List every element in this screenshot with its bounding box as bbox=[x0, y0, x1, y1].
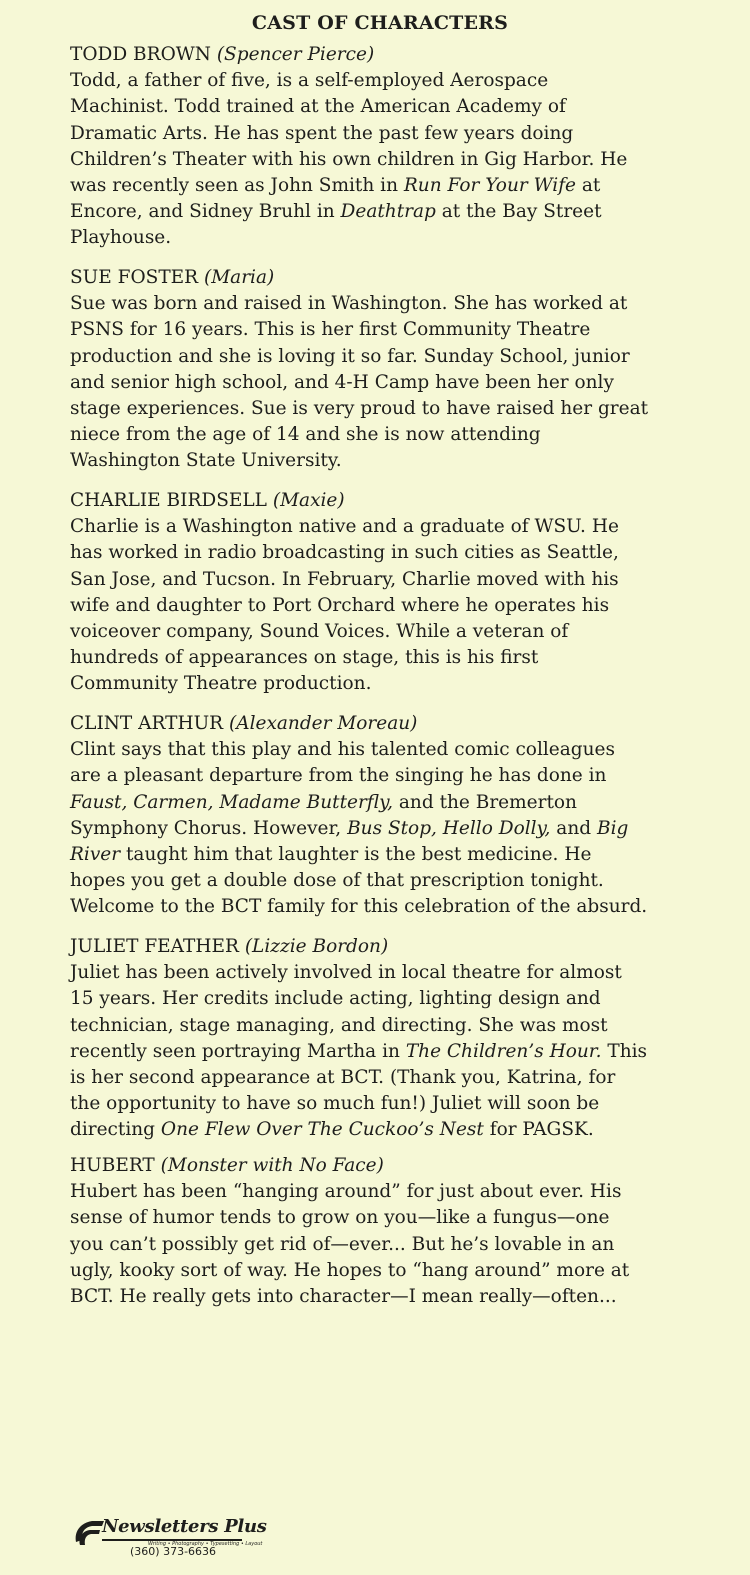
footer-logo bbox=[72, 1516, 267, 1560]
cast-heading bbox=[70, 488, 700, 514]
bio-text: was recently seen as John Smith in bbox=[70, 175, 404, 197]
bio-text: This bbox=[601, 1040, 648, 1062]
actor-name: SUE FOSTER bbox=[70, 267, 199, 288]
bio-text: Welcome to the BCT family for this celebration of the absurd. bbox=[70, 896, 648, 918]
bio-line bbox=[70, 422, 700, 448]
bio-text: Juliet has been actively involved in local theatre for almost bbox=[70, 962, 622, 984]
bio-text: for PAGSK. bbox=[483, 1119, 594, 1141]
bio-text: Playhouse. bbox=[70, 227, 172, 249]
bio-text: PSNS for 16 years. This is her first Community Theatre bbox=[70, 319, 591, 341]
bio-line bbox=[70, 448, 700, 474]
bio-text: has worked in radio broadcasting in such cities as Seattle, bbox=[70, 542, 619, 564]
bio-line bbox=[70, 1258, 700, 1284]
bio-text: production and she is loving it so far. Sunday School, junior bbox=[70, 345, 630, 367]
bio-text: Hubert has been “hanging around” for just about ever. His bbox=[70, 1181, 622, 1203]
bio-line bbox=[70, 1039, 700, 1065]
actor-name: TODD BROWN bbox=[70, 44, 211, 65]
bio-text: ugly, kooky sort of way. He hopes to “hang around” more at bbox=[70, 1259, 630, 1281]
bio-text: directing bbox=[70, 1119, 161, 1141]
bio-text: niece from the age of 14 and she is now attending bbox=[70, 424, 541, 446]
bio-text: and the Bremerton bbox=[393, 791, 577, 813]
title-reference: Faust, Carmen, Madame Butterfly, bbox=[70, 791, 394, 813]
bio-text: Machinist. Todd trained at the American Academy of bbox=[70, 96, 566, 118]
bio-line bbox=[70, 1117, 700, 1143]
bio-line bbox=[70, 1232, 700, 1258]
character-role: (Alexander Moreau) bbox=[229, 713, 418, 734]
bio-line bbox=[70, 173, 700, 199]
bio-line bbox=[70, 960, 700, 986]
footer-phone: (360) 373-6636 bbox=[130, 1545, 217, 1558]
cast-entry bbox=[70, 265, 700, 475]
bio-line bbox=[70, 1284, 700, 1310]
cast-entry bbox=[70, 711, 700, 921]
bio-text: Clint says that this play and his talented comic colleagues bbox=[70, 739, 615, 761]
bio-text: Symphony Chorus. However, bbox=[70, 817, 348, 839]
bio-line bbox=[70, 199, 700, 225]
bio-text: technician, stage managing, and directing. She was most bbox=[70, 1014, 608, 1036]
bio-line bbox=[70, 317, 700, 343]
bio-text: are a pleasant departure from the singing he has done in bbox=[70, 765, 607, 787]
cast-heading bbox=[70, 934, 700, 960]
footer-tagline: Writing • Photography • Typesetting • Layout bbox=[148, 1541, 263, 1547]
bio-line bbox=[70, 396, 700, 422]
cast-heading bbox=[70, 711, 700, 737]
cast-entry bbox=[70, 934, 700, 1144]
bio-text: Charlie is a Washington native and a graduate of WSU. He bbox=[70, 516, 619, 538]
newsletters-plus-logo-icon bbox=[72, 1518, 106, 1548]
bio-text: hundreds of appearances on stage, this is his first bbox=[70, 647, 539, 669]
bio-line bbox=[70, 868, 700, 894]
cast-heading bbox=[70, 1153, 700, 1179]
bio-line bbox=[70, 94, 700, 120]
bio-text: Children’s Theater with his own children in Gig Harbor. He bbox=[70, 148, 628, 170]
actor-name: CHARLIE BIRDSELL bbox=[70, 490, 267, 511]
bio-text: at the Bay Street bbox=[435, 201, 602, 223]
cast-entry bbox=[70, 42, 700, 252]
bio-line bbox=[70, 68, 700, 94]
character-role: (Monster with No Face) bbox=[160, 1155, 384, 1176]
bio-line bbox=[70, 986, 700, 1012]
bio-text: San Jose, and Tucson. In February, Charlie moved with his bbox=[70, 568, 619, 590]
title-reference: Big bbox=[596, 817, 629, 839]
page-title: CAST OF CHARACTERS bbox=[251, 12, 509, 34]
bio-text: Encore, and Sidney Bruhl in bbox=[70, 201, 341, 223]
bio-text: Community Theatre production. bbox=[70, 673, 372, 695]
cast-heading bbox=[70, 265, 700, 291]
title-reference: The Children’s Hour. bbox=[405, 1040, 602, 1062]
actor-name: HUBERT bbox=[70, 1155, 155, 1176]
bio-text: taught him that laughter is the best medicine. He bbox=[120, 844, 592, 866]
bio-text: and bbox=[550, 817, 597, 839]
bio-line bbox=[70, 737, 700, 763]
actor-name: JULIET FEATHER bbox=[70, 936, 239, 957]
bio-line bbox=[70, 1013, 700, 1039]
bio-text: wife and daughter to Port Orchard where he operates his bbox=[70, 594, 610, 616]
bio-line bbox=[70, 1091, 700, 1117]
title-reference: River bbox=[70, 844, 121, 866]
bio-text: Todd, a father of five, is a self-employed Aerospace bbox=[70, 70, 549, 92]
bio-text: sense of humor tends to grow on you—like a fungus—one bbox=[70, 1207, 610, 1229]
footer-brand-name: Newsletters Plus bbox=[102, 1516, 267, 1537]
character-role: (Maria) bbox=[204, 267, 275, 288]
cast-entry bbox=[70, 488, 700, 698]
bio-line bbox=[70, 1179, 700, 1205]
title-reference: Bus Stop, Hello Dolly, bbox=[347, 817, 551, 839]
bio-line bbox=[70, 225, 700, 251]
bio-line bbox=[70, 514, 700, 540]
bio-text: you can’t possibly get rid of—ever... But he’s lovable in an bbox=[70, 1233, 615, 1255]
title-reference: One Flew Over The Cuckoo’s Nest bbox=[160, 1119, 484, 1141]
bio-line bbox=[70, 593, 700, 619]
bio-text: recently seen portraying Martha in bbox=[70, 1040, 406, 1062]
bio-text: stage experiences. Sue is very proud to have raised her great bbox=[70, 398, 649, 420]
character-role: (Spencer Pierce) bbox=[216, 44, 375, 65]
bio-text: is her second appearance at BCT. (Thank you, Katrina, for bbox=[70, 1067, 616, 1089]
bio-line bbox=[70, 344, 700, 370]
cast-entry bbox=[70, 1153, 700, 1310]
bio-text: the opportunity to have so much fun!) Juliet will soon be bbox=[70, 1093, 600, 1115]
bio-text: BCT. He really gets into character—I mean really—often... bbox=[70, 1286, 617, 1308]
bio-line bbox=[70, 291, 700, 317]
bio-line bbox=[70, 1065, 700, 1091]
bio-line bbox=[70, 370, 700, 396]
bio-line bbox=[70, 842, 700, 868]
bio-text: Sue was born and raised in Washington. She has worked at bbox=[70, 293, 628, 315]
bio-text: at bbox=[576, 175, 601, 197]
bio-line bbox=[70, 671, 700, 697]
bio-text: Dramatic Arts. He has spent the past few years doing bbox=[70, 122, 574, 144]
bio-line bbox=[70, 894, 700, 920]
bio-line bbox=[70, 540, 700, 566]
bio-line bbox=[70, 645, 700, 671]
bio-line bbox=[70, 816, 700, 842]
bio-text: and senior high school, and 4-H Camp have been her only bbox=[70, 371, 614, 393]
bio-text: hopes you get a double dose of that prescription tonight. bbox=[70, 870, 604, 892]
bio-line bbox=[70, 790, 700, 816]
title-reference: Deathtrap bbox=[340, 201, 436, 223]
bio-text: Washington State University. bbox=[70, 450, 342, 472]
bio-line bbox=[70, 121, 700, 147]
bio-line bbox=[70, 619, 700, 645]
actor-name: CLINT ARTHUR bbox=[70, 713, 224, 734]
character-role: (Maxie) bbox=[272, 490, 345, 511]
bio-line bbox=[70, 763, 700, 789]
bio-line bbox=[70, 1205, 700, 1231]
bio-line bbox=[70, 567, 700, 593]
cast-heading bbox=[70, 42, 700, 68]
bio-line bbox=[70, 147, 700, 173]
character-role: (Lizzie Bordon) bbox=[244, 936, 389, 957]
bio-text: 15 years. Her credits include acting, lighting design and bbox=[70, 988, 601, 1010]
bio-text: voiceover company, Sound Voices. While a veteran of bbox=[70, 621, 569, 643]
title-reference: Run For Your Wife bbox=[403, 175, 576, 197]
